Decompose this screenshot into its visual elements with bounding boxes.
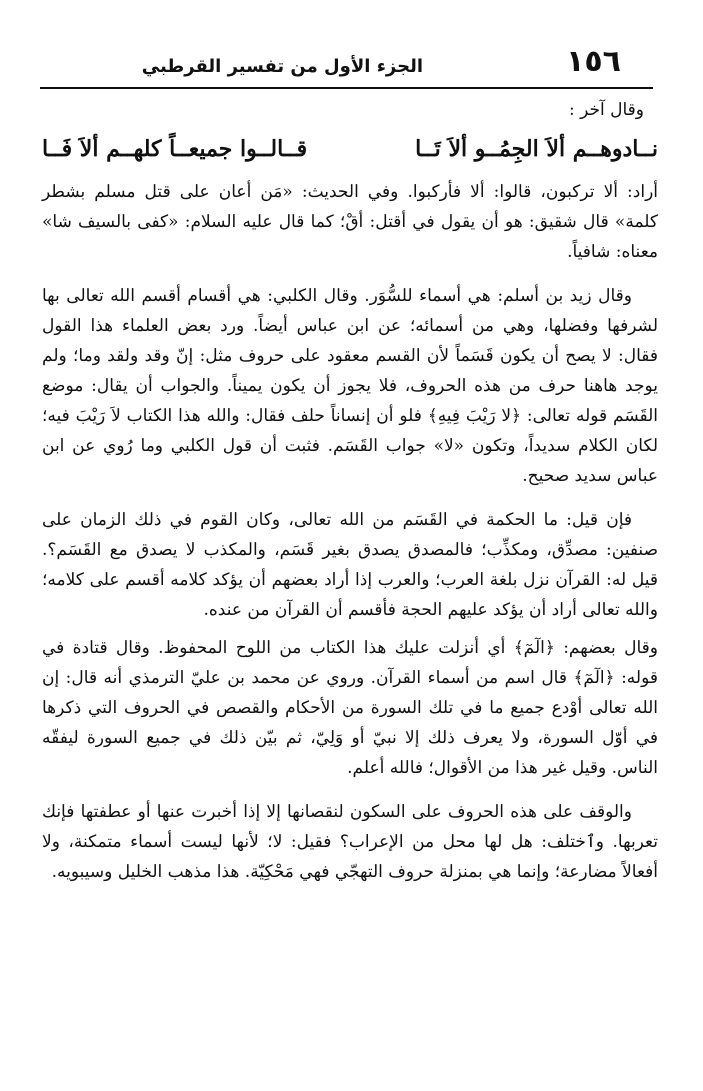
verse-first-hemistich: نــادوهــم ألاَ الجِمُــو ألاَ تَــا bbox=[415, 136, 658, 162]
poetry-verse bbox=[42, 131, 658, 167]
paragraph-4: وقال بعضهم: ﴿الٓمٓ﴾ أي أنزلت عليك هذا الكتاب من اللوح المحفوظ. وقال قتادة في قوله: ﴿الٓمٓ﴾ قال اسم من أسماء القرآن. وروي عن محمد بن عليّ الترمذي أنه قال: إن الله تعالى أوْدع جميع ما في تلك السورة من الأحكام والقصص في الحروف التي ذكرها في أوّل السورة، ولا يعرف ذلك إلا نبيّ أو وَلِيّ، ثم بيّن ذلك في جميع السورة ليفقّه الناس. وقيل غير هذا من الأقوال؛ فالله أعلم. bbox=[42, 638, 658, 778]
paragraph-3: فإن قيل: ما الحكمة في القَسَم من الله تعالى، وكان القوم في ذلك الزمان على صنفين: مصدِّق، ومكذِّب؛ فالمصدق يصدق بغير قَسَم، والمكذب لا يصدق مع القَسَم؟. قيل له: القرآن نزل بلغة العرب؛ والعرب إذا أراد بعضهم أن يؤكد كلامه أقسم على كلامه؛ والله تعالى أراد أن يؤكد عليهم الحجة فأقسم أن القرآن من عنده. bbox=[42, 510, 658, 620]
paragraph-1: أراد: ألا تركبون، قالوا: ألا فأركبوا. وفي الحديث: «مَن أعان على قتل مسلم بشطر كلمة» قال شقيق: هو أن يقول في أقتل: أقْ؛ كما قال عليه السلام: «كفى بالسيف شا» معناه: شافياً. bbox=[42, 182, 658, 262]
paragraph-2: وقال زيد بن أسلم: هي أسماء للسُّوَر. وقال الكلبي: هي أقسام أقسم الله تعالى بها لشرفها وفضلها، وهي من أسمائه؛ عن ابن عباس أيضاً. ورد بعض العلماء هذا القول فقال: لا يصح أن يكون قَسَماً لأن القسم معقود على حروف مثل: إنّ وقد ولقد وما؛ ولم يوجد هاهنا حرف من هذه الحروف، فلا يجوز أن يكون يميناً. والجواب أن يقال: موضع القَسَم قوله تعالى: ﴿لا رَيْبَ فِيهِ﴾ فلو أن إنساناً حلف فقال: والله هذا الكتاب لاَ رَيْبَ فيه؛ لكان الكلام سديداً، وتكون «لا» جواب القَسَم. فثبت أن قول الكلبي وما رُوي عن ابن عباس سديد صحيح. bbox=[42, 286, 658, 486]
page-number: ١٥٦ bbox=[566, 44, 621, 79]
page-header bbox=[30, 44, 673, 94]
verse-second-hemistich: قــالــوا جميعــاً كلهــم ألاَ فَــا bbox=[42, 136, 308, 162]
paragraph-5: والوقف على هذه الحروف على السكون لنقصانها إلا إذا أخبرت عنها أو عطفتها فإنك تعربها. وٱختلف: هل لها محل من الإعراب؟ فقيل: لا؛ لأنها ليست أسماء متمكنة، ولا أفعالاً مضارعة؛ وإنما هي بمنزلة حروف التهجّي فهي مَحْكِيّة. هذا مذهب الخليل وسيبويه. bbox=[42, 802, 658, 882]
header-divider bbox=[40, 87, 653, 89]
verse-intro: وقال آخر : bbox=[568, 100, 644, 120]
page-body bbox=[42, 95, 658, 901]
running-title: الجزء الأول من تفسير القرطبي bbox=[141, 56, 423, 77]
